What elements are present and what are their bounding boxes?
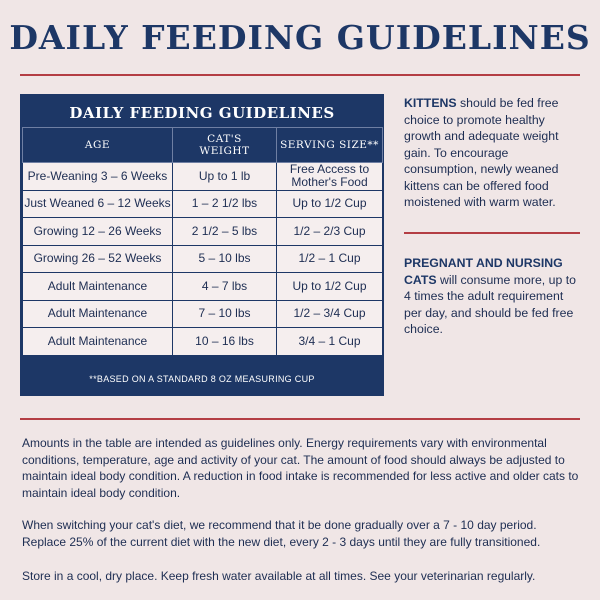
table-row [23, 218, 383, 246]
cell-weight: 1 – 2 1/2 lbs [173, 190, 277, 218]
kittens-note [404, 95, 580, 211]
cell-weight: 7 – 10 lbs [173, 300, 277, 328]
cell-serving: Free Access to Mother's Food [277, 163, 383, 191]
table-row [23, 273, 383, 301]
top-divider [20, 74, 580, 76]
page-title: DAILY FEEDING GUIDELINES [9, 18, 591, 57]
header-age: AGE [23, 128, 173, 163]
cell-weight: 10 – 16 lbs [173, 328, 277, 356]
kittens-lead: KITTENS [404, 96, 457, 110]
cell-serving: 1/2 – 2/3 Cup [277, 218, 383, 246]
pregnant-lead: PREGNANT AND NURSING CATS [404, 256, 563, 287]
cell-age: Growing 26 – 52 Weeks [23, 245, 173, 273]
cell-age: Growing 12 – 26 Weeks [23, 218, 173, 246]
cell-age: Adult Maintenance [23, 328, 173, 356]
cell-age: Just Weaned 6 – 12 Weeks [23, 190, 173, 218]
guidelines-paragraph: Amounts in the table are intended as guidelines only. Energy requirements vary with environmental conditions, temperature, age and activity of your cat. The amount of food should always be adjusted to maintain ideal body condition. A reduction in food intake is recommended for less active and older cats to maintain ideal body condition. [22, 436, 579, 500]
cell-weight: 5 – 10 lbs [173, 245, 277, 273]
table-row [23, 163, 383, 191]
cell-serving: Up to 1/2 Cup [277, 190, 383, 218]
header-serving: SERVING SIZE** [277, 128, 383, 163]
kittens-text: should be fed free choice to promote healthy growth and adequate weight gain. To encourage consumption, newly weaned kittens can be offered food moistened with warm water. [404, 96, 559, 209]
header-weight: CAT'S WEIGHT [173, 128, 277, 163]
pregnant-note [404, 255, 580, 338]
cell-weight: 2 1/2 – 5 lbs [173, 218, 277, 246]
table-row [23, 190, 383, 218]
cell-serving: 1/2 – 3/4 Cup [277, 300, 383, 328]
pregnant-text: will consume more, up to 4 times the adult requirement per day, and should be fed free choice. [404, 272, 576, 336]
cell-serving: Up to 1/2 Cup [277, 273, 383, 301]
table-footnote: **BASED ON A STANDARD 8 OZ MEASURING CUP [89, 374, 315, 384]
table-row [23, 300, 383, 328]
table-row [23, 245, 383, 273]
table-header-row [23, 128, 383, 163]
cell-serving: 3/4 – 1 Cup [277, 328, 383, 356]
table-row [23, 328, 383, 356]
middle-divider [20, 418, 580, 420]
cell-age: Pre-Weaning 3 – 6 Weeks [23, 163, 173, 191]
table-title: DAILY FEEDING GUIDELINES [69, 104, 335, 122]
cell-age: Adult Maintenance [23, 300, 173, 328]
cell-weight: 4 – 7 lbs [173, 273, 277, 301]
cell-weight: Up to 1 lb [173, 163, 277, 191]
cell-serving: 1/2 – 1 Cup [277, 245, 383, 273]
diet-switch-paragraph: When switching your cat's diet, we recommend that it be done gradually over a 7 - 10 day period. Replace 25% of the current diet with the new diet, every 2 - 3 days until they are fully transitioned. [22, 518, 541, 549]
storage-paragraph: Store in a cool, dry place. Keep fresh water available at all times. See your veterinarian regularly. [22, 569, 536, 583]
feeding-table [22, 127, 383, 356]
side-divider [404, 232, 580, 234]
cell-age: Adult Maintenance [23, 273, 173, 301]
feeding-table-panel [20, 94, 384, 396]
